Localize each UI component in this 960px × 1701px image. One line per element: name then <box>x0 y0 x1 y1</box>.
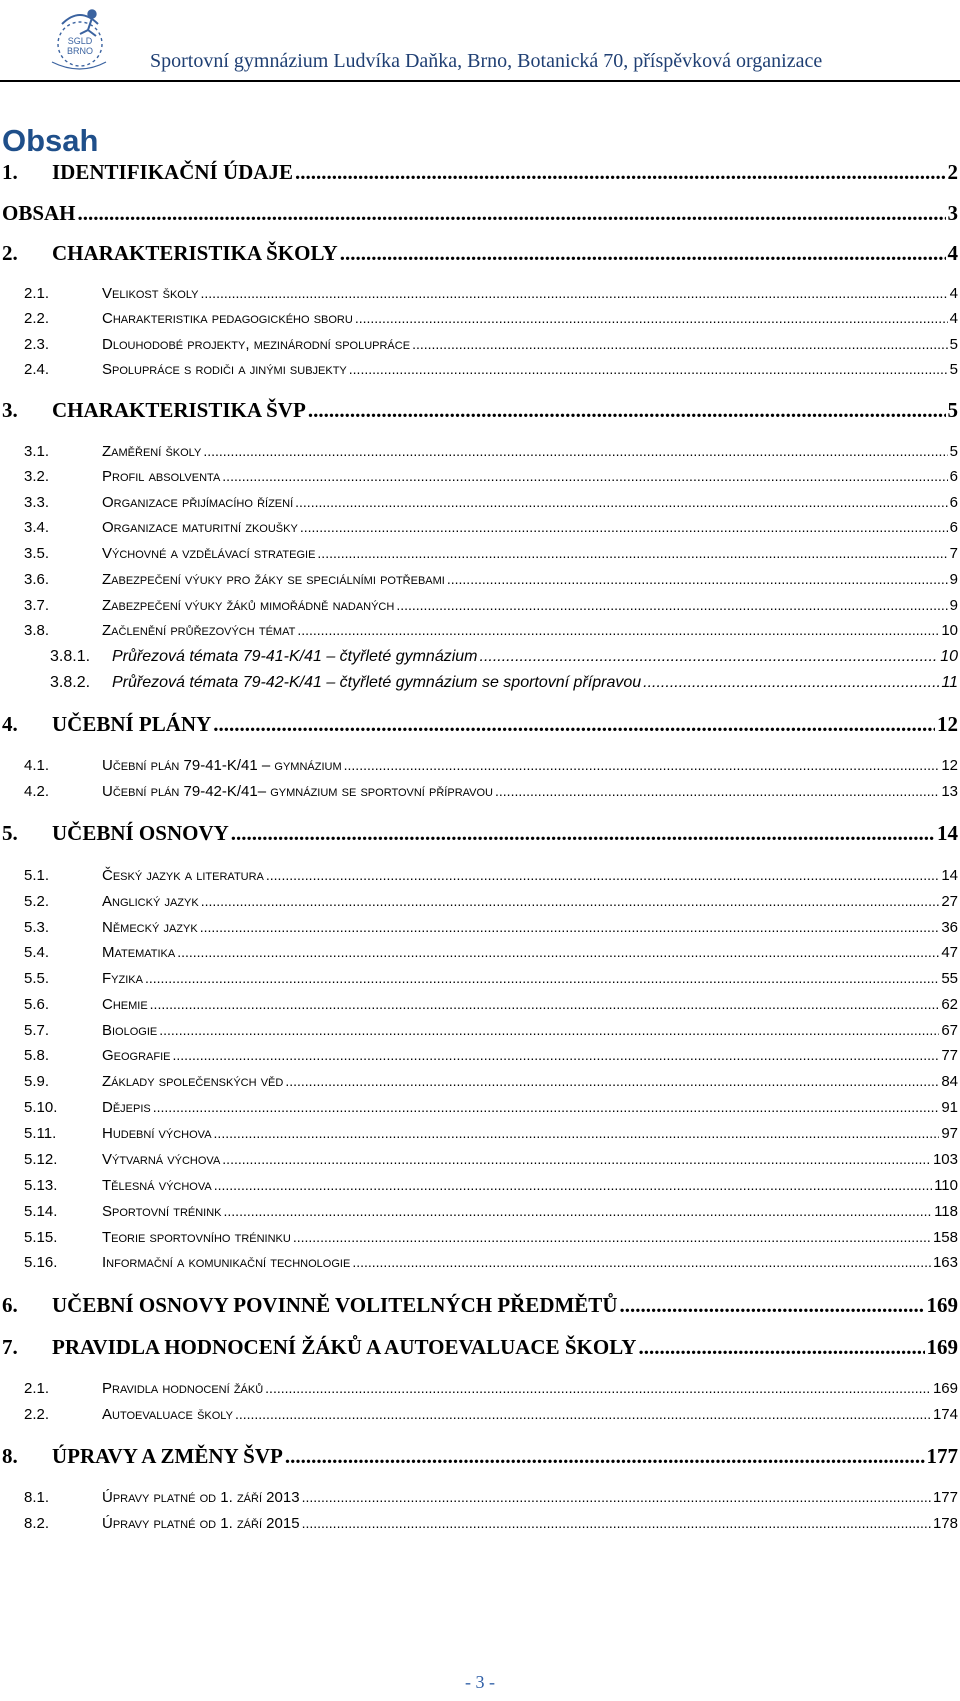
toc-entry-label: Úpravy platné od 1. září 2013 <box>102 1489 300 1506</box>
toc-entry-number: 5.13. <box>24 1177 58 1194</box>
toc-entry[interactable] <box>24 597 958 614</box>
toc-entry-page: 10 <box>941 622 958 639</box>
toc-entry-page: 169 <box>926 1335 958 1359</box>
toc-leader-dots <box>214 1125 940 1141</box>
toc-entry-number: 8.2. <box>24 1515 50 1532</box>
toc-entry-number: 1. <box>2 160 18 184</box>
toc-entry[interactable] <box>2 1293 958 1318</box>
toc-entry-page: 5 <box>947 398 958 422</box>
toc-entry-label: Zaměření školy <box>102 443 202 460</box>
toc-entry-page: 14 <box>941 867 958 884</box>
toc-entry-page: 5 <box>949 336 958 353</box>
toc-entry-label: Spolupráce s rodiči a jinými subjekty <box>102 361 347 378</box>
toc-entry-page: 14 <box>937 821 958 845</box>
toc-entry[interactable] <box>24 970 958 987</box>
toc-entry-label: Velikost školy <box>102 285 199 302</box>
toc-entry[interactable] <box>24 1047 958 1064</box>
toc-entry-number: 8.1. <box>24 1489 50 1506</box>
toc-entry-label: Výchovné a vzdělávací strategie <box>102 545 316 562</box>
toc-entry[interactable] <box>24 468 958 485</box>
toc-entry-label: Biologie <box>102 1022 158 1039</box>
toc-entry-number: 5.3. <box>24 919 50 936</box>
toc-entry-number: 5.16. <box>24 1254 58 1271</box>
toc-entry[interactable] <box>24 783 958 800</box>
toc-entry-number: 8. <box>2 1444 18 1468</box>
header-divider <box>0 80 960 82</box>
logo-text-top: SGLD <box>67 36 93 46</box>
toc-entry-number: 3.4. <box>24 519 50 536</box>
toc-entry[interactable] <box>2 821 958 846</box>
toc-entry[interactable] <box>24 494 958 511</box>
toc-entry-page: 118 <box>934 1203 958 1220</box>
toc-entry[interactable] <box>2 712 958 737</box>
logo-text-bottom: BRNO <box>66 46 94 56</box>
toc-leader-dots <box>153 1099 940 1115</box>
toc-leader-dots <box>302 1489 931 1505</box>
toc-entry-number: 5. <box>2 821 18 845</box>
toc-leader-dots <box>159 1022 939 1038</box>
toc-entry-number: 2.4. <box>24 361 50 378</box>
toc-leader-dots <box>396 597 947 613</box>
toc-entry[interactable] <box>24 1073 958 1090</box>
toc-entry-number: 3.6. <box>24 571 50 588</box>
toc-entry-page: 2 <box>947 160 958 184</box>
toc-heading: Obsah <box>2 123 99 158</box>
toc-leader-dots <box>355 310 948 326</box>
toc-entry-number: 2.2. <box>24 1406 50 1423</box>
toc-leader-dots <box>317 545 947 561</box>
toc-entry[interactable] <box>2 1444 958 1469</box>
toc-entry-page: 13 <box>941 783 958 800</box>
toc-entry-page: 103 <box>932 1151 958 1168</box>
toc-entry-label: Fyzika <box>102 970 143 987</box>
toc-entry-page: 6 <box>949 494 958 511</box>
toc-entry-page: 36 <box>941 919 958 936</box>
toc-entry-page: 84 <box>941 1073 958 1090</box>
toc-entry[interactable] <box>24 1177 958 1194</box>
toc-entry-number: 5.14. <box>24 1203 58 1220</box>
toc-leader-dots <box>285 1073 939 1089</box>
toc-entry-label: UČEBNÍ OSNOVY POVINNĚ VOLITELNÝCH PŘEDMĚTŮ <box>52 1293 618 1317</box>
toc-entry[interactable] <box>50 648 958 666</box>
toc-leader-dots <box>265 1380 931 1396</box>
toc-entry-label: Charakteristika pedagogického sboru <box>102 310 353 327</box>
toc-leader-dots <box>203 443 947 459</box>
toc-entry[interactable] <box>24 1254 958 1271</box>
toc-entry-number: 3.5. <box>24 545 50 562</box>
toc-entry-label: Začlenění průřezových témat <box>102 622 296 639</box>
toc-entry[interactable] <box>2 201 958 226</box>
toc-leader-dots <box>344 757 940 773</box>
toc-entry-label: Anglický jazyk <box>102 893 199 910</box>
toc-entry-label: Učební plán 79-41-K/41 – gymnázium <box>102 757 342 774</box>
toc-leader-dots <box>222 468 947 484</box>
toc-entry-number: 7. <box>2 1335 18 1359</box>
toc-entry-page: 110 <box>934 1177 958 1194</box>
toc-entry-label: OBSAH <box>2 201 76 225</box>
toc-entry-page: 97 <box>941 1125 958 1142</box>
toc-entry[interactable] <box>24 622 958 639</box>
toc-entry-label: Průřezová témata 79-42-K/41 – čtyřleté gymnázium se sportovní přípravou <box>112 674 642 691</box>
toc-entry-label: Český jazyk a literatura <box>102 867 264 884</box>
toc-entry-label: IDENTIFIKAČNÍ ÚDAJE <box>52 160 293 184</box>
toc-entry-page: 27 <box>941 893 958 910</box>
toc-leader-dots <box>200 919 940 935</box>
toc-leader-dots <box>340 241 946 266</box>
toc-entry-page: 177 <box>926 1444 958 1468</box>
toc-leader-dots <box>349 361 948 377</box>
toc-entry[interactable] <box>24 757 958 774</box>
toc-entry-page: 6 <box>949 468 958 485</box>
toc-entry-label: UČEBNÍ OSNOVY <box>52 821 229 845</box>
toc-entry-label: Tělesná výchova <box>102 1177 212 1194</box>
toc-entry[interactable] <box>24 1229 958 1246</box>
toc-entry[interactable] <box>2 398 958 423</box>
toc-entry-label: Dějepis <box>102 1099 151 1116</box>
toc-entry-page: 7 <box>949 545 958 562</box>
toc-entry[interactable] <box>24 571 958 588</box>
toc-leader-dots <box>352 1254 931 1270</box>
toc-leader-dots <box>145 970 939 986</box>
toc-entry-number: 6. <box>2 1293 18 1317</box>
toc-leader-dots <box>201 285 948 301</box>
toc-entry-page: 77 <box>941 1047 958 1064</box>
toc-leader-dots <box>300 519 948 535</box>
toc-entry-number: 5.7. <box>24 1022 50 1039</box>
toc-leader-dots <box>235 1406 931 1422</box>
toc-leader-dots <box>201 893 940 909</box>
toc-entry-page: 12 <box>941 757 958 774</box>
toc-entry-page: 62 <box>941 996 958 1013</box>
toc-leader-dots <box>285 1444 925 1469</box>
toc-entry[interactable] <box>24 1489 958 1506</box>
toc-entry-label: ÚPRAVY A ZMĚNY ŠVP <box>52 1444 283 1468</box>
toc-leader-dots <box>308 398 946 423</box>
toc-entry-label: UČEBNÍ PLÁNY <box>52 712 212 736</box>
toc-entry-page: 9 <box>949 597 958 614</box>
toc-entry-label: Základy společenských věd <box>102 1073 284 1090</box>
toc-entry-number: 3.1. <box>24 443 50 460</box>
toc-entry[interactable] <box>24 996 958 1013</box>
toc-leader-dots <box>213 712 935 737</box>
toc-entry-label: Výtvarná výchova <box>102 1151 221 1168</box>
toc-entry-number: 4.2. <box>24 783 50 800</box>
toc-entry[interactable] <box>2 241 958 266</box>
toc-entry[interactable] <box>24 443 958 460</box>
toc-entry[interactable] <box>24 285 958 302</box>
toc-entry-page: 4 <box>949 285 958 302</box>
toc-entry-number: 2.1. <box>24 1380 50 1397</box>
toc-entry-number: 3.8.1. <box>50 648 91 665</box>
toc-entry[interactable] <box>50 674 958 692</box>
toc-entry-number: 3.2. <box>24 468 50 485</box>
toc-entry-label: Zabezpečení výuky žáků mimořádně nadaných <box>102 597 395 614</box>
toc-entry-number: 5.10. <box>24 1099 58 1116</box>
toc-entry-page: 163 <box>932 1254 958 1271</box>
toc-leader-dots <box>293 1229 931 1245</box>
toc-entry-page: 5 <box>949 443 958 460</box>
toc-entry-label: Informační a komunikační technologie <box>102 1254 351 1271</box>
toc-entry[interactable] <box>24 1203 958 1220</box>
toc-leader-dots <box>447 571 948 587</box>
toc-leader-dots <box>295 160 946 185</box>
toc-entry-number: 5.4. <box>24 944 50 961</box>
toc-leader-dots <box>150 996 940 1012</box>
toc-leader-dots <box>214 1177 932 1193</box>
toc-entry-number: 5.12. <box>24 1151 58 1168</box>
toc-entry-page: 177 <box>932 1489 958 1506</box>
toc-entry-number: 5.15. <box>24 1229 58 1246</box>
toc-leader-dots <box>297 622 939 638</box>
toc-entry-label: Učební plán 79-42-K/41– gymnázium se sportovní přípravou <box>102 783 494 800</box>
toc-entry-number: 5.1. <box>24 867 50 884</box>
toc-leader-dots <box>638 1335 924 1360</box>
toc-entry-page: 11 <box>941 674 958 691</box>
toc-leader-dots <box>643 674 939 692</box>
toc-entry[interactable] <box>24 1380 958 1397</box>
toc-entry-label: Profil absolventa <box>102 468 221 485</box>
toc-leader-dots <box>412 336 948 352</box>
toc-entry-label: CHARAKTERISTIKA ŠVP <box>52 398 306 422</box>
toc-leader-dots <box>224 1203 933 1219</box>
toc-entry[interactable] <box>24 519 958 536</box>
toc-entry-label: Zabezpečení výuky pro žáky se speciálními potřebami <box>102 571 445 588</box>
toc-entry[interactable] <box>24 1125 958 1142</box>
toc-entry-number: 2.2. <box>24 310 50 327</box>
toc-entry-page: 67 <box>941 1022 958 1039</box>
toc-entry-page: 169 <box>932 1380 958 1397</box>
school-logo-icon <box>40 4 118 76</box>
toc-entry-label: Dlouhodobé projekty, mezinárodní spolupráce <box>102 336 411 353</box>
toc-entry-number: 5.6. <box>24 996 50 1013</box>
toc-entry-label: Průřezová témata 79-41-K/41 – čtyřleté gymnázium <box>112 648 478 665</box>
toc-entry-number: 2.1. <box>24 285 50 302</box>
toc-entry-number: 4.1. <box>24 757 50 774</box>
toc-leader-dots <box>619 1293 924 1318</box>
toc-entry[interactable] <box>24 545 958 562</box>
toc-entry-label: Organizace maturitní zkoušky <box>102 519 298 536</box>
toc-entry-label: Sportovní trénink <box>102 1203 222 1220</box>
toc-entry-label: Organizace přijímacího řízení <box>102 494 294 511</box>
toc-entry-page: 4 <box>949 310 958 327</box>
toc-entry-page: 55 <box>941 970 958 987</box>
toc-entry-label: Autoevaluace školy <box>102 1406 233 1423</box>
toc-entry-label: Pravidla hodnocení žáků <box>102 1380 264 1397</box>
toc-entry[interactable] <box>2 1335 958 1360</box>
toc-entry-number: 2.3. <box>24 336 50 353</box>
toc-entry-page: 3 <box>947 201 958 225</box>
toc-leader-dots <box>480 648 939 666</box>
toc-entry-label: Chemie <box>102 996 148 1013</box>
toc-entry-label: Teorie sportovního tréninku <box>102 1229 291 1246</box>
toc-entry[interactable] <box>24 361 958 378</box>
toc-entry-label: Matematika <box>102 944 176 961</box>
toc-leader-dots <box>78 201 946 226</box>
toc-entry[interactable] <box>24 1099 958 1116</box>
toc-leader-dots <box>266 867 939 883</box>
page-header <box>0 0 960 84</box>
toc-entry[interactable] <box>24 1022 958 1039</box>
toc-entry-label: PRAVIDLA HODNOCENÍ ŽÁKŮ A AUTOEVALUACE ŠKOLY <box>52 1335 637 1359</box>
page-number: - 3 - <box>465 1672 495 1692</box>
organization-name: Sportovní gymnázium Ludvíka Daňka, Brno, Botanická 70, příspěvková organizace <box>150 50 823 72</box>
toc-entry-label: Německý jazyk <box>102 919 198 936</box>
toc-entry[interactable] <box>2 160 958 185</box>
toc-leader-dots <box>177 944 939 960</box>
toc-leader-dots <box>302 1515 931 1531</box>
toc-entry[interactable] <box>24 1151 958 1168</box>
toc-entry[interactable] <box>24 336 958 353</box>
toc-entry-number: 5.2. <box>24 893 50 910</box>
toc-entry-page: 9 <box>949 571 958 588</box>
toc-entry-number: 4. <box>2 712 18 736</box>
toc-entry-number: 3. <box>2 398 18 422</box>
toc-entry-page: 169 <box>926 1293 958 1317</box>
toc-leader-dots <box>173 1047 940 1063</box>
toc-entry-number: 3.8.2. <box>50 674 91 691</box>
toc-entry-number: 3.8. <box>24 622 50 639</box>
toc-entry-page: 6 <box>949 519 958 536</box>
toc-entry-label: Geografie <box>102 1047 171 1064</box>
toc-entry-page: 10 <box>940 648 958 665</box>
toc-entry-page: 158 <box>932 1229 958 1246</box>
toc-entry-page: 178 <box>932 1515 958 1532</box>
toc-entry-page: 4 <box>947 241 958 265</box>
toc-entry-number: 3.3. <box>24 494 50 511</box>
toc-entry[interactable] <box>24 944 958 961</box>
toc-entry[interactable] <box>24 310 958 327</box>
toc-leader-dots <box>495 783 939 799</box>
toc-entry-label: Úpravy platné od 1. září 2015 <box>102 1515 300 1532</box>
toc-entry[interactable] <box>24 867 958 884</box>
toc-entry-label: Hudební výchova <box>102 1125 212 1142</box>
toc-entry-page: 12 <box>937 712 958 736</box>
toc-leader-dots <box>295 494 948 510</box>
toc-entry-number: 3.7. <box>24 597 50 614</box>
toc-entry-page: 47 <box>941 944 958 961</box>
toc-entry-page: 174 <box>932 1406 958 1423</box>
toc-entry-number: 5.8. <box>24 1047 50 1064</box>
toc-entry-number: 2. <box>2 241 18 265</box>
toc-entry[interactable] <box>24 893 958 910</box>
toc-entry-page: 5 <box>949 361 958 378</box>
toc-leader-dots <box>222 1151 931 1167</box>
toc-entry-number: 5.5. <box>24 970 50 987</box>
toc-entry-label: CHARAKTERISTIKA ŠKOLY <box>52 241 338 265</box>
toc-leader-dots <box>231 821 935 846</box>
toc-entry-page: 91 <box>941 1099 958 1116</box>
toc-entry-number: 5.11. <box>24 1125 57 1142</box>
toc-entry[interactable] <box>24 1515 958 1532</box>
toc-entry[interactable] <box>24 1406 958 1423</box>
toc-entry[interactable] <box>24 919 958 936</box>
toc-entry-number: 5.9. <box>24 1073 50 1090</box>
